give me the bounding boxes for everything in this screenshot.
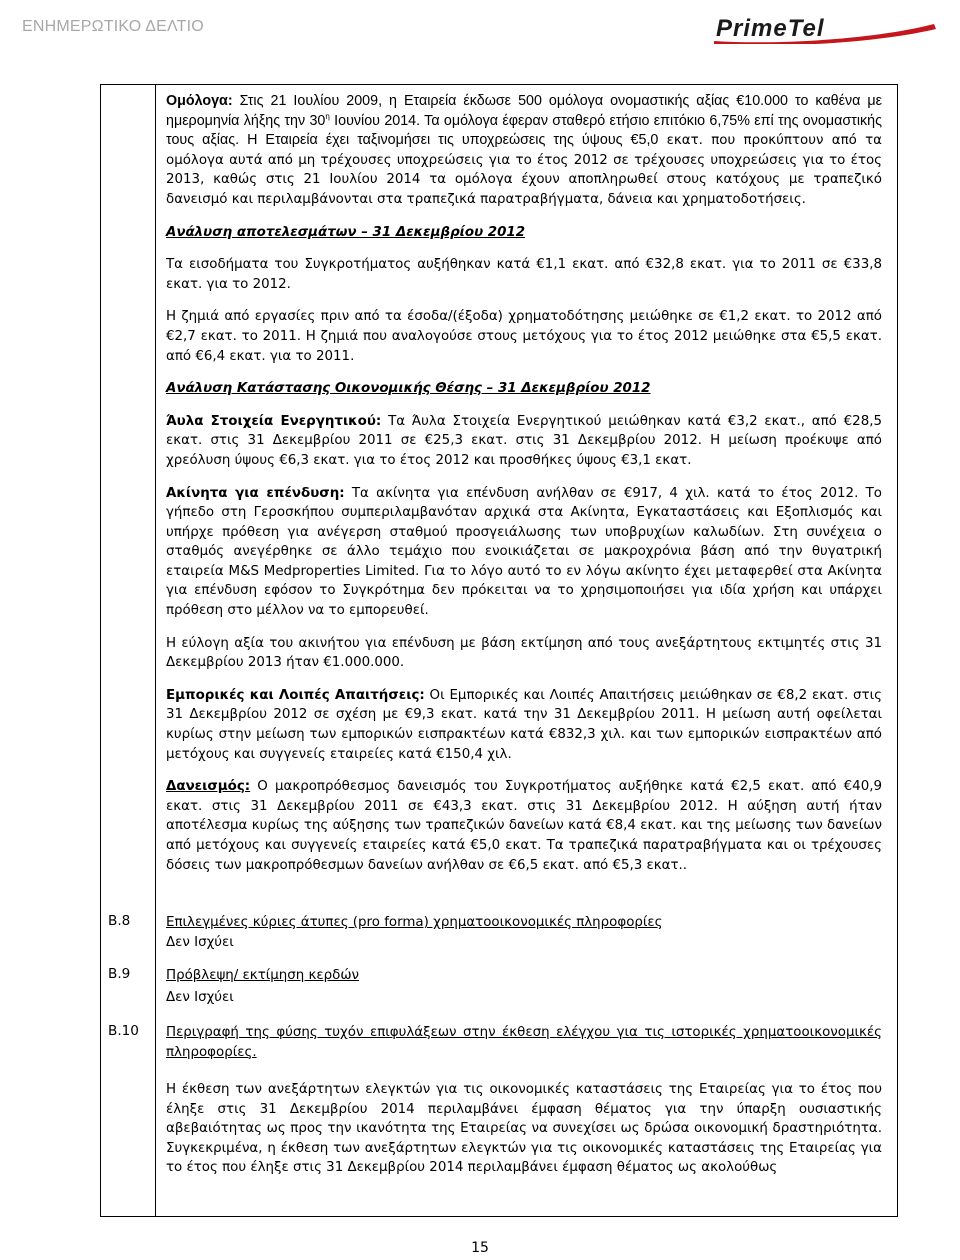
main-content	[166, 92, 882, 888]
page-number: 15	[471, 1240, 489, 1256]
revenue-paragraph: Τα εισοδήματα του Συγκροτήματος αυξήθηκαν κατά €1,1 εκατ. από €32,8 εκατ. για το 2011 σε €33,8 εκατ. για το 2012.	[166, 257, 882, 292]
section-number-b8: B.8	[108, 913, 131, 929]
intangible-assets-label: Άυλα Στοιχεία Ενεργητικού:	[166, 413, 382, 429]
section-title-b8: Επιλεγμένες κύριες άτυπες (pro forma) χρηματοοικονομικές πληροφορίες	[166, 915, 663, 930]
column-divider	[155, 84, 156, 1217]
fair-value-paragraph: Η εύλογη αξία του ακινήτου για επένδυση με βάση εκτίμηση από τους ανεξάρτητους εκτιμητές στις 31 Δεκεμβρίου 2013 ήταν €1.000.000.	[166, 635, 882, 671]
receivables-label: Εμπορικές και Λοιπές Απαιτήσεις:	[166, 687, 425, 703]
primetel-logo-graphic	[712, 14, 938, 44]
audit-report-paragraph: Η έκθεση των ανεξάρτητων ελεγκτών για τις οικονομικές καταστάσεις της Εταιρείας για το έτος που έληξε στις 31 Δεκεμβρίου 2014 περιλαμβάνει έμφαση θέματος για την ύπαρξη ουσιαστικής αβεβαιότητας ως προς την ικανότητα της Εταιρείας να συνεχίσει ως δρώσα οικονομική δραστηριότητα. Συγκεκριμένα, η έκθεση των ανεξάρτητων ελεγκτών για τις οικονομικές καταστάσεις της Εταιρείας για το έτος που έληξε στις 31 Δεκεμβρίου 2014 περιλαμβάνει έμφαση θέματος ως ακολούθως	[166, 1082, 882, 1176]
investment-property-paragraph: Ακίνητα για επένδυση: Τα ακίνητα για επένδυση ανήλθαν σε €917, 4 χιλ. κατά το έτος 2012. Το γήπεδο στη Γεροσκήπου συμπεριλαμβανόταν αρχικά στα Ακίνητα, Εγκαταστάσεις και Εξοπλισμός και υπήρχε πρόθεση για ανέγερση σταθμού προσγειάλωσης των υποβρυχίων καλωδίων. Στη συνέχεια ο σταθμός ανεγέρθηκε σε άλλο τεμάχιο που ενοικιάζεται σε μακροχρόνια βάση από την θυγατρική εταιρεία M&S Medproperties Limited. Για το λόγο αυτό το εν λόγω ακίνητο έχει μεταφερθεί στα Ακίνητα για επένδυση εφόσον το Συγκρότημα δεν πρόκειται να το χρησιμοποιήσει για ιδία χρήση και υπάρχει πρόθεση στο μέλλον να το εμπορευθεί.	[166, 485, 882, 619]
borrowings-label: Δανεισμός:	[166, 779, 251, 795]
borrowings-paragraph: Δανεισμός: Ο μακροπρόθεσμος δανεισμός του Συγκροτήματος αυξήθηκε κατά €2,5 εκατ. από €40,9 εκατ. στις 31 Δεκεμβρίου 2011 σε €43,3 εκατ. στις 31 Δεκεμβρίου 2012. Η αύξηση αυτή ήταν αποτέλεσμα κυρίως της αύξησης των τραπεζικών δανείων κατά €8,4 εκατ. και της μείωσης των δανείων από μετόχους και συγγενείς εταιρείες κατά €5,0 εκατ. Τα τραπεζικά παρατραβήγματα και οι τρέχουσες δόσεις των μακροπρόθεσμων δανείων ανήλθαν σε €6,5 εκατ. από €5,3 εκατ..	[166, 779, 882, 873]
section-b9-not-applicable: Δεν Ισχύει	[166, 990, 234, 1005]
section-title-b10: Περιγραφή της φύσης τυχόν επιφυλάξεων στην έκθεση ελέγχου για τις ιστορικές χρηματοοικονομικές πληροφορίες.	[166, 1025, 882, 1060]
financial-position-heading: Ανάλυση Κατάστασης Οικονομικής Θέσης – 31 Δεκεμβρίου 2012	[166, 381, 651, 397]
loss-paragraph: Η ζημιά από εργασίες πριν από τα έσοδα/(έξοδα) χρηματοδότησης μειώθηκε σε €1,2 εκατ. το 2012 από €2,7 εκατ. το 2011. Η ζημιά που αναλογούσε στους μετόχους για το έτος 2012 μειώθηκε στα €5,5 εκατ. από €6,4 εκατ. για το 2011.	[166, 309, 882, 364]
investment-property-label: Ακίνητα για επένδυση:	[166, 485, 345, 501]
primetel-logo	[712, 14, 938, 44]
bonds-paragraph: Ομόλογα: Στις 21 Ιουλίου 2009, η Εταιρεία έκδωσε 500 ομόλογα ονομαστικής αξίας €10.000 το καθένα με ημερομηνία λήξης την $30^\eta$ Ιουνίου 2014. Τα ομόλογα έφεραν σταθερό ετήσιο επιτόκιο 6,75% επί της ονομαστικής τους αξίας. Η Εταιρεία έχει ταξινομήσει τις υποχρεώσεις της ύψους €5,0 εκατ. που προκύπτουν από τα ομόλογα αυτά από μη τρέχουσες υποχρεώσεις για το έτος 2012 σε τρέχουσες υποχρεώσεις για το έτος 2013, καθώς στις 21 Ιουλίου 2014 τα ομόλογα έχουν αποπληρωθεί στους κατόχους με τραπεζικό δανεισμό και περιλαμβάνονται στα τραπεζικά παρατραβήγματα, δάνεια και χρηματοδοτήσεις.	[166, 93, 882, 207]
section-b8-not-applicable: Δεν Ισχύει	[166, 935, 234, 950]
receivables-paragraph: Εμπορικές και Λοιπές Απαιτήσεις: Οι Εμπορικές και Λοιπές Απαιτήσεις μειώθηκαν σε €8,2 εκατ. στις 31 Δεκεμβρίου 2012 σε σχέση με €9,3 εκατ. κατά την 31 Δεκεμβρίου 2011. Η μείωση αυτή οφείλεται κυρίως στην μείωση των εμπορικών εισπρακτέων κατά €832,3 χιλ. και των εμπορικών εισπρακτέων από μετόχους και συγγενείς εταιρείες κατά €150,4 χιλ.	[166, 687, 882, 762]
results-analysis-heading: Ανάλυση αποτελεσμάτων – 31 Δεκεμβρίου 2012	[166, 224, 526, 240]
section-title-b9: Πρόβλεψη/ εκτίμηση κερδών	[166, 968, 360, 983]
section-number-b9: B.9	[108, 966, 131, 982]
document-header-title: ΕΝΗΜΕΡΩΤΙΚΟ ΔΕΛΤΙΟ	[22, 18, 204, 35]
logo-text: PrimeTel	[716, 15, 825, 42]
intangible-assets-paragraph: Άυλα Στοιχεία Ενεργητικού: Τα Άυλα Στοιχεία Ενεργητικού μειώθηκαν κατά €3,2 εκατ., από €28,5 εκατ. στις 31 Δεκεμβρίου 2011 σε €25,3 εκατ. στις 31 Δεκεμβρίου 2012. Η μείωση προέκυψε από χρεόλυση ύψους €6,3 εκατ. για το έτος 2012 και προσθήκες ύψους €3,1 εκατ.	[166, 413, 882, 468]
bonds-label: Ομόλογα:	[166, 93, 233, 109]
section-number-b10: B.10	[108, 1023, 139, 1039]
